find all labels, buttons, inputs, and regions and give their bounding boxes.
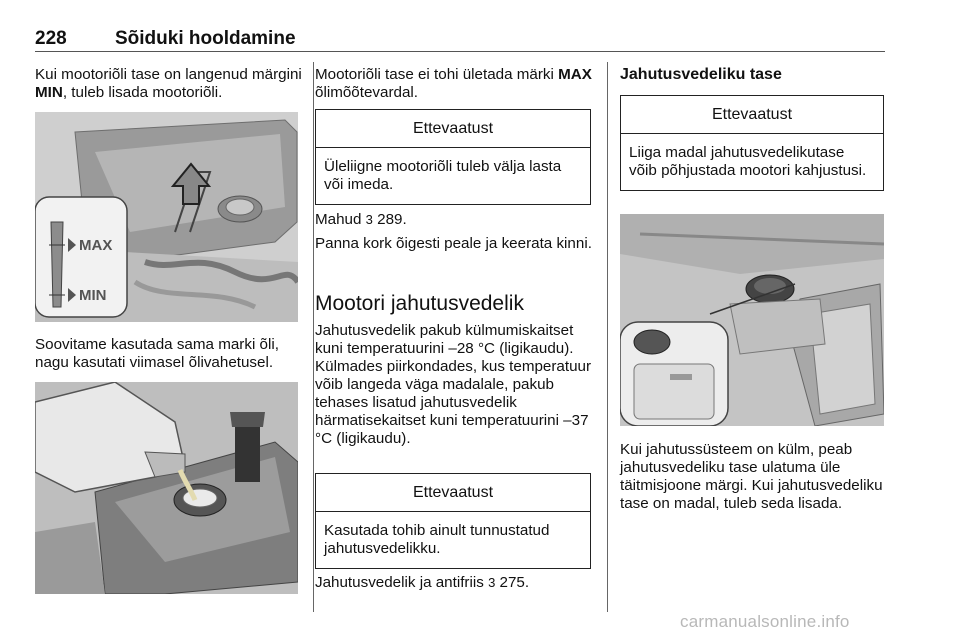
warning-text: Kasutada tohib ainult tunnustatud jahutusvedelikku. [324, 522, 550, 557]
page-number: 228 [35, 28, 67, 49]
same-oil-paragraph: Soovitame kasutada sama marki õli, nagu kasutati viimasel õlivahetusel. [35, 336, 279, 371]
coolant-tank-drawing [620, 214, 884, 426]
column-divider-1 [313, 62, 314, 612]
coolant-reservoir-illustration [620, 214, 884, 426]
oil-filling-illustration [35, 382, 298, 594]
warning-text: Liiga madal jahutusvedelikutase võib põhjustada mootori kahjustusi. [629, 144, 867, 179]
oil-bottle-drawing [35, 382, 298, 594]
capacities-reference: Mahud 3 289. [315, 211, 407, 228]
warning-box-low-coolant [620, 95, 884, 191]
column-1 [35, 66, 303, 102]
page-ref-link[interactable]: 275. [499, 574, 530, 591]
warning-box-excess-oil [315, 109, 591, 205]
warning-title: Ettevaatust [621, 96, 883, 134]
engine-oil-dipstick-illustration [35, 112, 298, 322]
warning-title: Ettevaatust [316, 474, 590, 512]
header-divider [35, 51, 885, 52]
max-level-paragraph: Mootoriõli tase ei tohi ületada märki MAX õlimõõtevardal. [315, 66, 592, 101]
column-divider-2 [607, 62, 608, 612]
page-ref-arrow-icon: 3 [365, 212, 373, 227]
dipstick-max-label: MAX [79, 237, 113, 254]
warning-box-approved-coolant [315, 473, 591, 569]
column-2 [315, 66, 595, 102]
warning-title: Ettevaatust [316, 110, 590, 148]
page-title: Sõiduki hooldamine [115, 28, 296, 49]
page-ref-link[interactable]: 289. [377, 211, 407, 228]
antifreeze-reference: Jahutusvedelik ja antifriis 3 275. [315, 574, 530, 591]
section-heading-coolant: Mootori jahutusvedelik [315, 292, 524, 315]
cap-paragraph: Panna kork õigesti peale ja keerata kinni. [315, 235, 592, 252]
warning-text: Üleliigne mootoriõli tuleb välja lasta või imeda. [324, 158, 562, 193]
oil-low-paragraph: Kui mootoriõli tase on langenud märgini MIN, tuleb lisada mootoriõli. [35, 66, 302, 101]
page-ref-arrow-icon: 3 [488, 575, 496, 590]
section-heading-coolant-level: Jahutusvedeliku tase [620, 66, 782, 83]
dipstick-min-label: MIN [79, 287, 107, 304]
watermark: carmanualsonline.info [680, 612, 850, 631]
coolant-paragraph: Jahutusvedelik pakub külmumiskaitset kuni temperatuurini –28 °C (ligikaudu). Külmades piirkondades, kus temperatuur võib langeda väga madalale, pakub tehases lisatud jahutusvedelik härmatisekaitset kuni temperatuurini –37 °C (ligikaudu). [315, 322, 592, 447]
engine-bay-drawing [35, 112, 298, 322]
coolant-level-paragraph: Kui jahutussüsteem on külm, peab jahutusvedeliku tase ulatuma üle täitmisjoone märgi. Kui jahutusvedeliku tase on madal, tuleb seda lisada. [620, 441, 883, 512]
